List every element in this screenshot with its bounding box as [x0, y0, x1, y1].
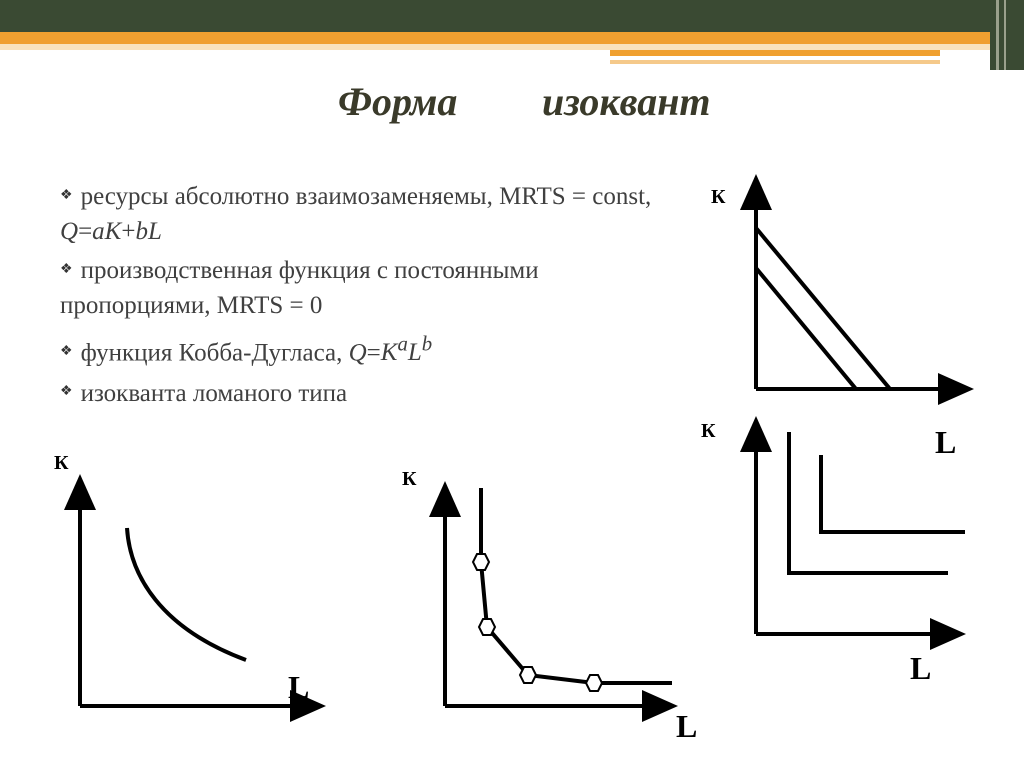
kink-point-4 — [586, 675, 602, 691]
graph-leontief-isoquant-2 — [821, 455, 965, 532]
graph-linear-l-label: L — [935, 424, 957, 460]
graph-kinked-l-label: L — [676, 708, 698, 744]
kink-point-1 — [473, 554, 489, 570]
graph-kinked — [445, 488, 672, 706]
diamond-bullet-icon: ❖ — [60, 187, 73, 203]
diamond-bullet-icon: ❖ — [60, 343, 73, 359]
graph-leontief-k-label: К — [701, 420, 716, 442]
diamond-bullet-icon: ❖ — [60, 261, 73, 277]
bullet-text: изокванта ломаного типа — [80, 379, 348, 407]
bullet-text: ресурсы абсолютно взаимозаменяемы, MRTS = const, Q=aK+bL — [60, 183, 652, 245]
graph-cobb-douglas-l-label: L — [288, 669, 310, 705]
title-word-2: изоквант — [542, 79, 711, 124]
diamond-bullet-icon: ❖ — [60, 384, 73, 400]
kink-point-3 — [520, 667, 536, 683]
graph-kinked-k-label: К — [402, 468, 417, 490]
graph-kinked-kink-points — [473, 554, 602, 691]
bullet-text: производственная функция с постоянными пропорциями, MRTS = 0 — [60, 256, 539, 319]
graph-cobb-douglas-isoquant — [127, 528, 246, 660]
bullet-text: функция Кобба-Дугласа, $Q=K^aL^b$ — [80, 331, 433, 366]
graph-cobb-douglas — [80, 490, 310, 706]
graph-kinked-isoquant — [481, 488, 672, 683]
kink-point-2 — [479, 619, 495, 635]
graph-leontief-isoquant-1 — [789, 432, 948, 573]
graph-linear — [756, 190, 958, 389]
graph-linear-isoquant-2 — [756, 228, 890, 389]
title-word-1: Форма — [338, 79, 458, 124]
graph-cobb-douglas-k-label: К — [54, 452, 69, 474]
graph-leontief — [756, 432, 965, 634]
graph-linear-k-label: К — [711, 186, 726, 208]
graph-leontief-l-label: L — [910, 650, 932, 686]
